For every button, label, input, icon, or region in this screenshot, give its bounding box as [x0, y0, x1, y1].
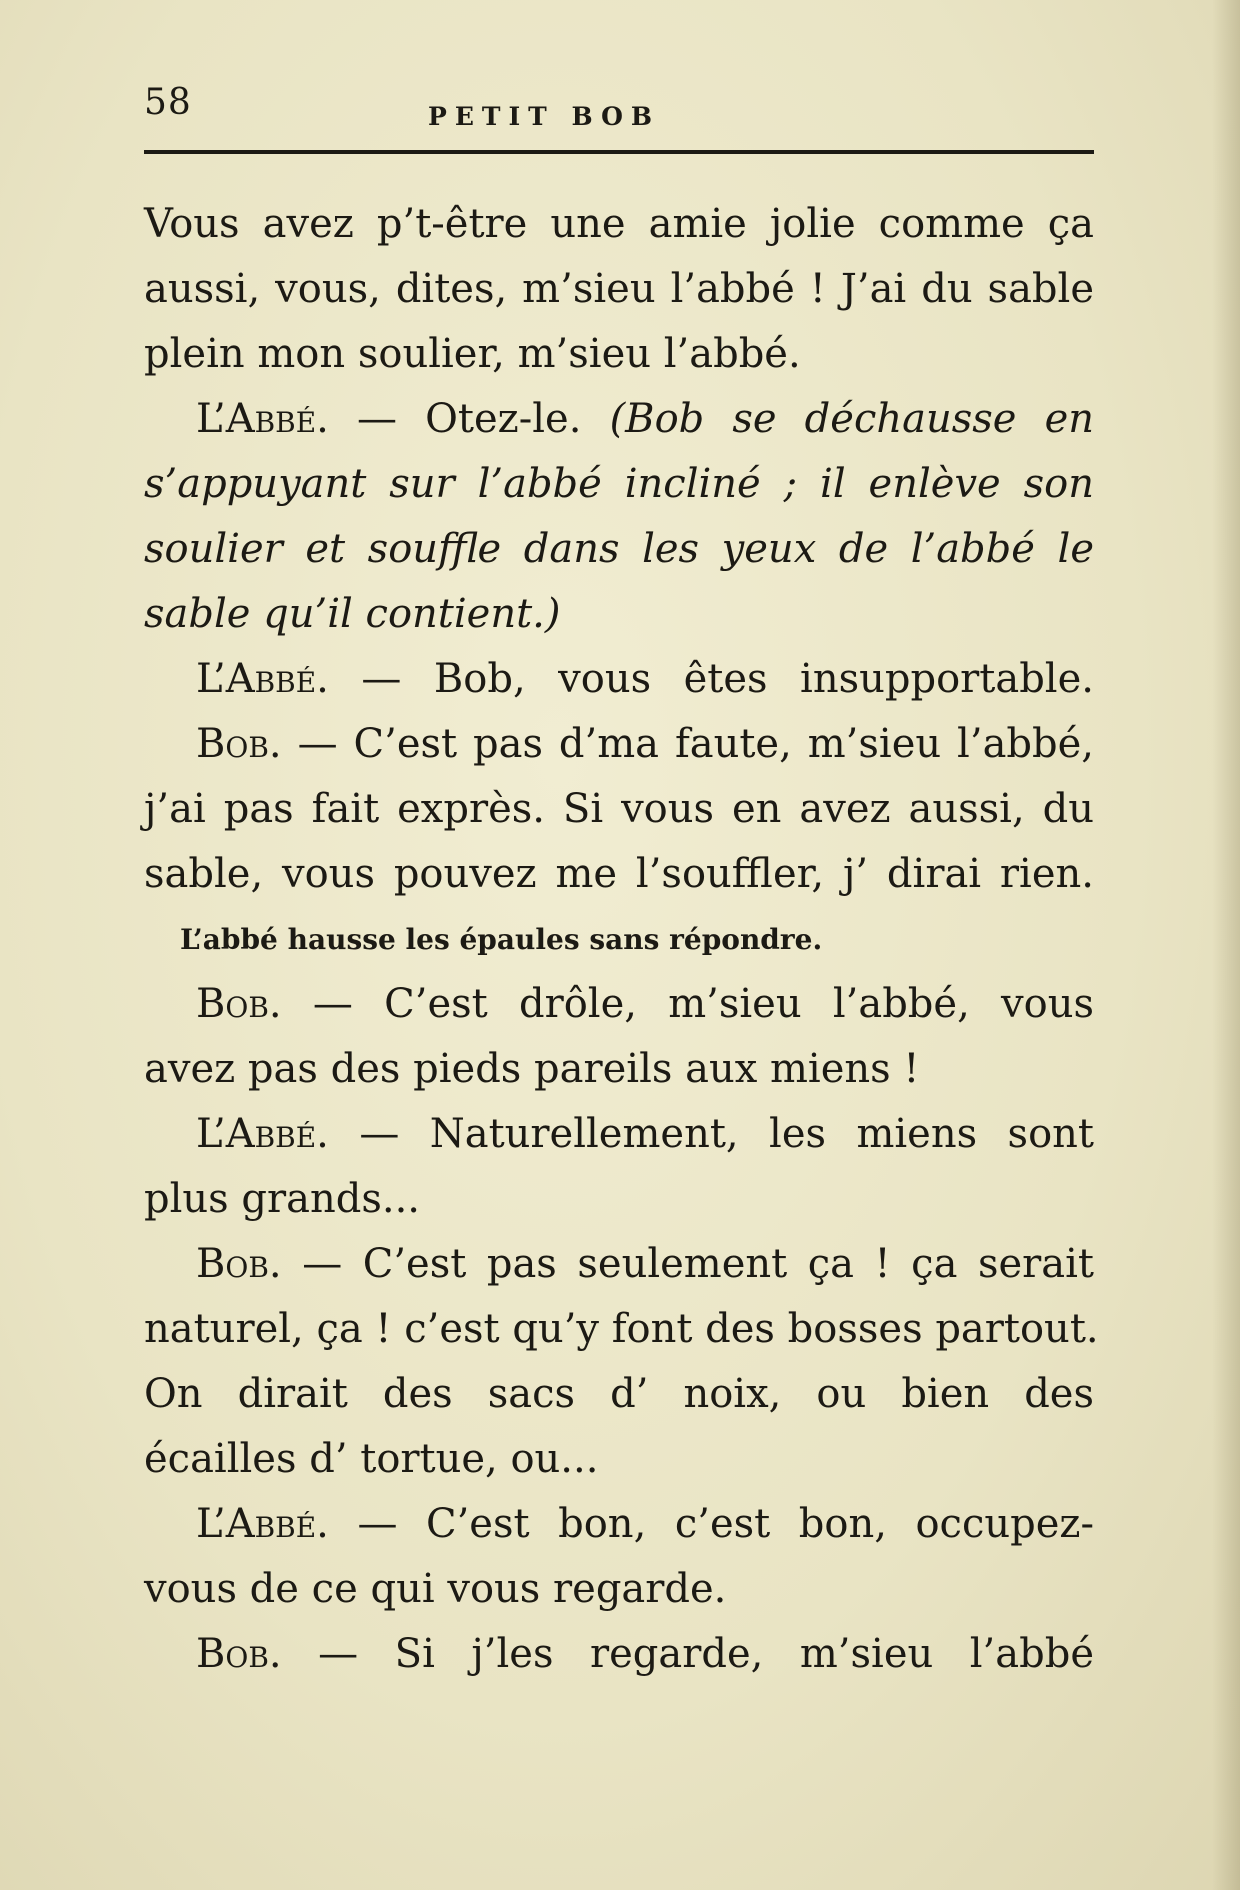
stage-direction-line: soulier et souffle dans les yeux de l’abbé le [144, 526, 1094, 572]
running-title: PETIT BOB [428, 102, 660, 131]
speaker-name: Bob. [196, 981, 282, 1027]
dialogue-line-abbe-3 [144, 1102, 1094, 1167]
stage-direction: (Bob se déchausse en [609, 396, 1094, 442]
speaker-name: Bob. [196, 1631, 282, 1677]
text-line-1: Vous avez p’t-être une amie jolie comme ça [144, 201, 1094, 247]
speaker-name: L’Abbé. [196, 1501, 329, 1547]
text-line: plus grands... [144, 1176, 421, 1222]
dialogue-line-abbe-2 [144, 647, 1094, 712]
text-line: On dirait des sacs d’ noix, ou bien des [144, 1371, 1094, 1417]
dialogue-line-bob-4 [144, 1622, 1094, 1687]
dialogue-text: — C’est bon, c’est bon, occupez- [357, 1501, 1094, 1547]
dialogue-text: — Otez-le. [357, 396, 582, 442]
speaker-name: L’Abbé. [196, 396, 329, 442]
text-line-2: aussi, vous, dites, m’sieu l’abbé ! J’ai du sable [144, 266, 1094, 312]
stage-direction-paragraph: L’abbé hausse les épaules sans répondre. [180, 923, 823, 956]
dialogue-text: — Bob, vous êtes insupportable. [361, 656, 1094, 702]
dialogue-line-abbe-1 [144, 387, 1094, 452]
dialogue-text: — C’est pas d’ma faute, m’sieu l’abbé, [297, 721, 1095, 767]
text-line: j’ai pas fait exprès. Si vous en avez aussi, du [144, 786, 1094, 832]
text-line: écailles d’ tortue, ou... [144, 1436, 599, 1482]
dialogue-text: — C’est drôle, m’sieu l’abbé, vous [312, 981, 1094, 1027]
dialogue-line-bob-2 [144, 972, 1094, 1037]
text-line-3: plein mon soulier, m’sieu l’abbé. [144, 331, 801, 377]
dialogue-text: — C’est pas seulement ça ! ça serait [302, 1241, 1094, 1287]
text-line: sable, vous pouvez me l’souffler, j’ dirai rien. [144, 851, 1094, 897]
dialogue-line-bob-3 [144, 1232, 1094, 1297]
page-number: 58 [144, 82, 192, 123]
text-line: naturel, ça ! c’est qu’y font des bosses partout. [144, 1306, 1099, 1352]
page-header [144, 82, 1094, 142]
text-line: vous de ce qui vous regarde. [144, 1566, 727, 1612]
stage-direction-line: sable qu’il contient.) [144, 591, 561, 637]
speaker-name: Bob. [196, 721, 282, 767]
stage-direction-line: s’appuyant sur l’abbé incliné ; il enlève son [144, 461, 1094, 507]
page-edge-shadow [1212, 0, 1240, 1890]
dialogue-line-bob-1 [144, 712, 1094, 777]
body-text [144, 192, 1099, 1687]
speaker-name: L’Abbé. [196, 656, 329, 702]
dialogue-text: — Naturellement, les miens sont [359, 1111, 1094, 1157]
dialogue-text: — Si j’les regarde, m’sieu l’abbé [318, 1631, 1095, 1677]
text-line: avez pas des pieds pareils aux miens ! [144, 1046, 920, 1092]
header-rule [144, 150, 1094, 154]
dialogue-line-abbe-4 [144, 1492, 1094, 1557]
speaker-name: Bob. [196, 1241, 282, 1287]
speaker-name: L’Abbé. [196, 1111, 329, 1157]
